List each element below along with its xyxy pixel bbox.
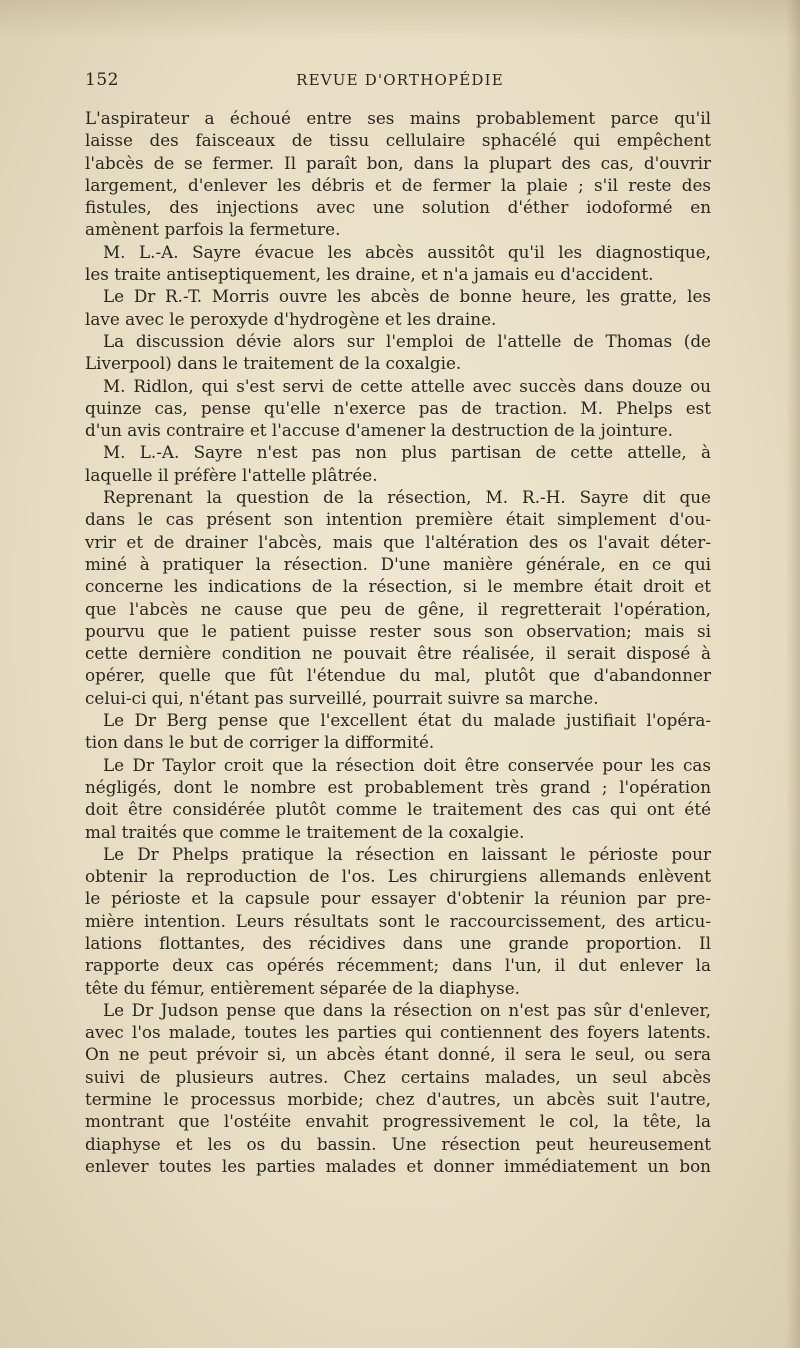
- text-line: concerne les indications de la résection, si le membre était droit et: [85, 576, 711, 597]
- text-line: laquelle il préfère l'attelle plâtrée.: [85, 464, 378, 485]
- page-number: 152: [85, 70, 119, 90]
- text-line: M. L.-A. Sayre évacue les abcès aussitôt qu'il les diagnostique,: [103, 241, 711, 262]
- text-line: celui-ci qui, n'étant pas surveillé, pourrait suivre sa marche.: [85, 687, 599, 708]
- text-line: montrant que l'ostéite envahit progressivement le col, la tête, la: [85, 1111, 711, 1132]
- text-line: dans le cas présent son intention première était simplement d'ou-: [85, 509, 711, 530]
- text-line: d'un avis contraire et l'accuse d'amener la destruction de la jointure.: [85, 420, 673, 441]
- text-line: vrir et de drainer l'abcès, mais que l'altération des os l'avait déter-: [85, 531, 711, 552]
- text-line: On ne peut prévoir si, un abcès étant donné, il sera le seul, ou sera: [85, 1044, 711, 1065]
- text-line: L'aspirateur a échoué entre ses mains probablement parce qu'il: [85, 108, 711, 128]
- text-line: le périoste et la capsule pour essayer d'obtenir la réunion par pre-: [85, 888, 711, 909]
- text-line: miné à pratiquer la résection. D'une manière générale, en ce qui: [85, 553, 711, 574]
- text-line: négligés, dont le nombre est probablement très grand ; l'opération: [85, 776, 711, 797]
- text-line: mal traités que comme le traitement de la coxalgie.: [85, 821, 525, 842]
- text-line: quinze cas, pense qu'elle n'exerce pas de traction. M. Phelps est: [85, 397, 711, 418]
- text-line: fistules, des injections avec une solution d'éther iodoformé en: [85, 197, 711, 218]
- text-line: amènent parfois la fermeture.: [85, 219, 341, 240]
- text-line: Le Dr Phelps pratique la résection en laissant le périoste pour: [103, 843, 711, 864]
- text-line: Le Dr R.-T. Morris ouvre les abcès de bonne heure, les gratte, les: [103, 286, 711, 307]
- text-line: M. Ridlon, qui s'est servi de cette attelle avec succès dans douze ou: [103, 375, 711, 396]
- text-line: les traite antiseptiquement, les draine, et n'a jamais eu d'accident.: [85, 264, 654, 285]
- text-line: tion dans le but de corriger la difformité.: [85, 732, 435, 753]
- text-line: termine le processus morbide; chez d'autres, un abcès suit l'autre,: [85, 1089, 711, 1110]
- text-line: lave avec le peroxyde d'hydrogène et les draine.: [85, 308, 497, 329]
- text-line: rapporte deux cas opérés récemment; dans l'un, il dut enlever la: [85, 955, 711, 976]
- article-body: [85, 107, 711, 1177]
- page-shadow-top: [0, 0, 800, 40]
- text-line: lations flottantes, des récidives dans une grande proportion. Il: [85, 932, 711, 953]
- text-line: largement, d'enlever les débris et de fermer la plaie ; s'il reste des: [85, 174, 711, 195]
- text-line: Le Dr Berg pense que l'excellent état du malade justifiait l'opéra-: [103, 710, 711, 731]
- text-line: tête du fémur, entièrement séparée de la diaphyse.: [85, 977, 520, 998]
- text-line: mière intention. Leurs résultats sont le raccourcissement, des articu-: [85, 910, 711, 931]
- text-line: opérer, quelle que fût l'étendue du mal, plutôt que d'abandonner: [85, 665, 711, 686]
- text-line: cette dernière condition ne pouvait être réalisée, il serait disposé à: [85, 643, 711, 664]
- text-line: laisse des faisceaux de tissu cellulaire sphacélé qui empêchent: [85, 130, 711, 151]
- text-line: pourvu que le patient puisse rester sous son observation; mais si: [85, 620, 711, 641]
- text-line: diaphyse et les os du bassin. Une résection peut heureusement: [85, 1133, 711, 1154]
- running-header: [85, 70, 715, 94]
- running-title: REVUE D'ORTHOPÉDIE: [296, 71, 504, 89]
- text-line: M. L.-A. Sayre n'est pas non plus partisan de cette attelle, à: [103, 442, 711, 463]
- text-line: Liverpool) dans le traitement de la coxalgie.: [85, 353, 462, 374]
- text-line: que l'abcès ne cause que peu de gêne, il regretterait l'opération,: [85, 598, 711, 619]
- text-line: doit être considérée plutôt comme le traitement des cas qui ont été: [85, 799, 711, 820]
- text-line: avec l'os malade, toutes les parties qui contiennent des foyers latents.: [85, 1022, 711, 1043]
- text-line: Reprenant la question de la résection, M. R.-H. Sayre dit que: [103, 487, 711, 508]
- text-line: suivi de plusieurs autres. Chez certains malades, un seul abcès: [85, 1066, 711, 1087]
- text-line: obtenir la reproduction de l'os. Les chirurgiens allemands enlèvent: [85, 866, 711, 887]
- text-line: Le Dr Taylor croit que la résection doit être conservée pour les cas: [103, 754, 711, 775]
- text-line: l'abcès de se fermer. Il paraît bon, dans la plupart des cas, d'ouvrir: [85, 152, 711, 173]
- text-line: enlever toutes les parties malades et donner immédiatement un bon: [85, 1155, 711, 1176]
- text-line: Le Dr Judson pense que dans la résection on n'est pas sûr d'enlever,: [103, 999, 711, 1020]
- page-shadow-right: [786, 0, 800, 1348]
- text-line: La discussion dévie alors sur l'emploi de l'attelle de Thomas (de: [103, 330, 711, 351]
